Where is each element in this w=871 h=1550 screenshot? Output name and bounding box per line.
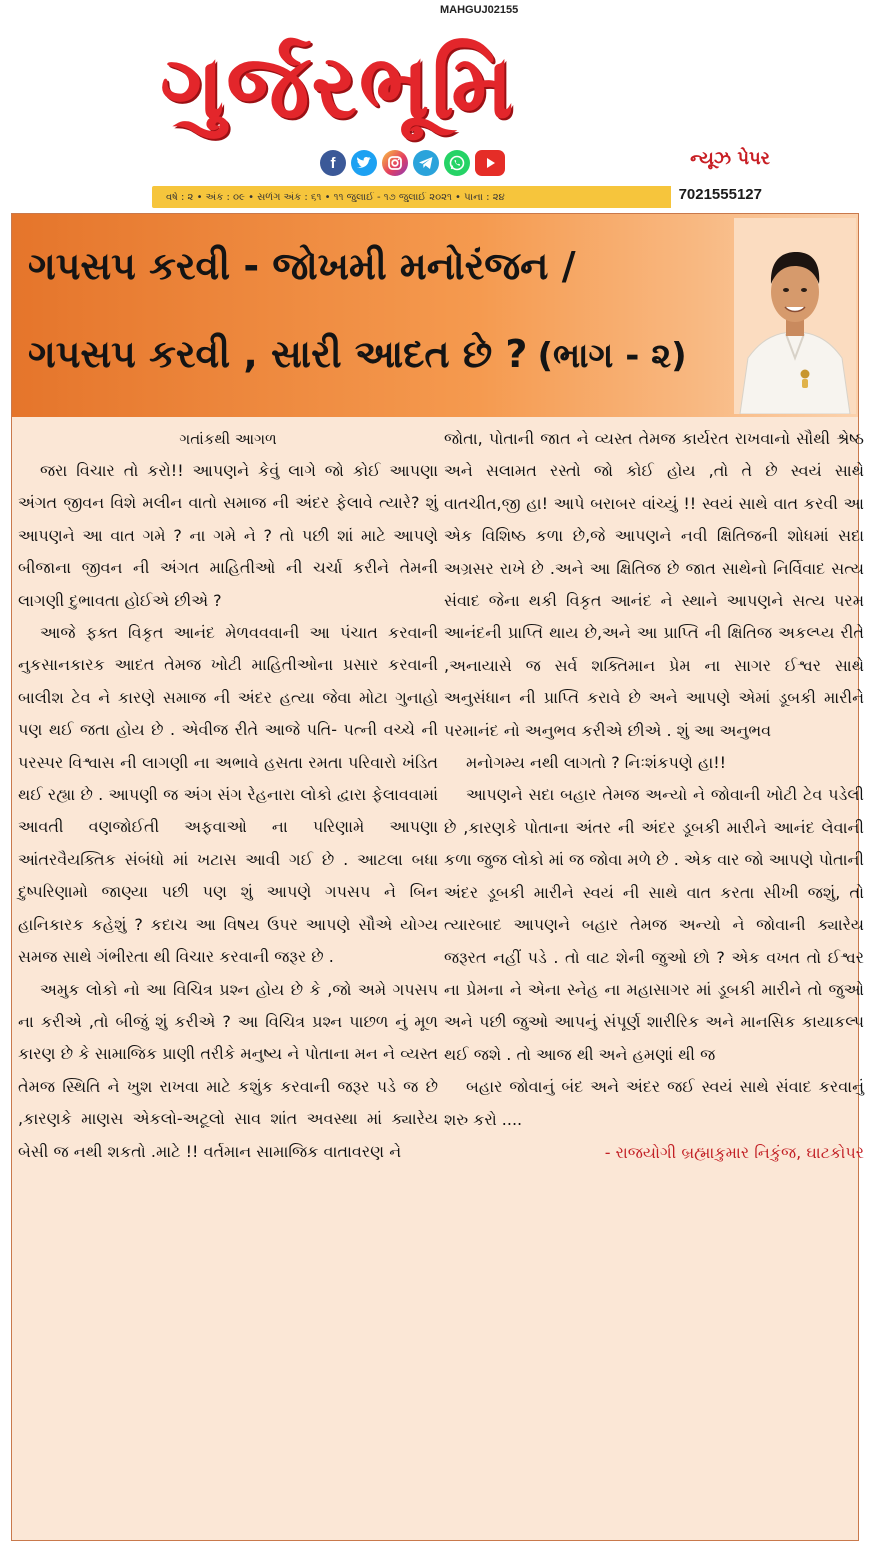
tagline: ન્યૂઝ પેપર bbox=[690, 148, 770, 169]
paragraph: આપણને સદા બહાર તેમજ અન્યો ને જોવાની ખોટી ટેવ પડેલી છે ,કારણકે પોતાના અંતર ની અંદર ડૂબકી મારીને આનંદ લેવાની કળા જુજ લોકો માં જ જોવા મળે છે . એક વાર જો આપણે પોતાની અંદર ડૂબકી મારીને સ્વયં ની સાથે વાત કરતા સીખી જશું, તો ત્યારબાદ આપણને બહાર તેમજ અન્યો ને જોવાની ક્યારેય જરૂરત નહીં પડે . તો વાટ શેની જુઓ છો ? એક વખત તો ઈશ્વર ના પ્રેમના ને એના સ્નેહ ના મહાસાગર માં ડૂબકી મારીને તો જુઓ અને પછી જુઓ આપનું સંપૂર્ણ શારીરિક અને માનસિક કાયાકલ્પ થઈ જશે . તો આજ થી અને હમણાં થી જ bbox=[444, 785, 864, 1064]
facebook-icon[interactable]: f bbox=[320, 150, 346, 176]
youtube-icon[interactable] bbox=[475, 150, 505, 176]
social-icons bbox=[320, 150, 505, 176]
continued-label: ગતાંકથી આગળ bbox=[179, 430, 277, 448]
registration-number: MAHGUJ02155 bbox=[440, 4, 519, 16]
newspaper-logo: ગુર્જરભૂમિ bbox=[160, 35, 516, 138]
paragraph: બહાર જોવાનું બંદ અને અંદર જઈ સ્વયં સાથે સંવાદ કરવાનું શરુ કરો .... bbox=[444, 1077, 864, 1129]
article bbox=[11, 213, 864, 1541]
phone-number: 7021555127 bbox=[671, 186, 770, 208]
paragraph: આજે ફક્ત વિકૃત આનંદ મેળવવવાની આ પંચાત કરવાની નુકસાનકારક આદત તેમજ ખોટી માહિતીઓના પ્રસાર કરવાની બાલીશ ટેવ ને કારણે સમાજ ની અંદર હત્યા જેવા મોટા ગુનાહો પણ થઈ જતા હોય છે . એવીજ રીતે આજે પતિ- પત્ની વચ્ચે ની પરસ્પર વિશ્વાસ ની લાગણી ના અભાવે હસતા રમતા પરિવારો ખંડિત થઈ રહ્યા છે . આપણી જ અંગ સંગ રેહનારા લોકો દ્વારા ફેલાવવામાં આવતી વણજોઈતી અફવાઓ ના પરિણામે આપણા આંતરવૈયક્તિક સંબંધો માં ખટાસ આવી ગઈ છે . આટલા બધા દુષ્પરિણામો જાણ્યા પછી પણ શું આપણે ગપસપ ને બિન હાનિકારક કહેશું ? કદાચ આ વિષય ઉપર આપણે સૌએ યોગ્ય સમજ સાથે ગંભીરતા થી વિચાર કરવાની જરૂર છે . bbox=[18, 623, 438, 967]
author-signature: - રાજયોગી બ્રહ્માકુમાર નિકુંજ, ઘાટકોપર bbox=[604, 1142, 864, 1162]
issue-info-bar bbox=[152, 186, 770, 208]
masthead bbox=[0, 0, 871, 210]
paragraph: જરા વિચાર તો કરો!! આપણને કેવું લાગે જો કોઈ આપણા અંગત જીવન વિશે મલીન વાતો સમાજ ની અંદર ફેલાવે ત્યારે? શું આપણને આ વાત ગમે ? ના ગમે ને ? તો પછી શાં માટે આપણે બીજાના જીવન ની અંગત માહિતીઓ ની ચર્ચા કરીને તેમની લાગણી દુભાવતા હોઈએ છીએ ? bbox=[18, 461, 438, 610]
whatsapp-icon[interactable] bbox=[444, 150, 470, 176]
headline-line-2-text: ગપસપ કરવી , સારી આદત છે ? bbox=[28, 332, 528, 376]
paragraph: જોતા, પોતાની જાત ને વ્યસ્ત તેમજ કાર્યરત રાખવાનો સૌથી શ્રેષ્ઠ અને સલામત રસ્તો જો કોઈ હોય ,તો તે છે સ્વયં સાથે વાતચીત,જી હા! આપે બરાબર વાંચ્યું !! સ્વયં સાથે વાત કરવી આ એક વિશિષ્ઠ કળા છે,જે આપણને નવી ક્ષિતિજની શોધમાં સદા અગ્રસર રાખે છે .અને આ ક્ષિતિજ છે જાત સાથેનો નિર્વિવાદ સત્ય સંવાદ જેના થકી વિકૃત આનંદ ને સ્થાને આપણને સત્ય પરમ આનંદની પ્રાપ્તિ થાય છે,અને આ પ્રાપ્તિ ની ક્ષિતિજ અકલ્પ્ય રીતે ,અનાયાસે જ સર્વ શક્તિમાન પ્રેમ ના સાગર ઈશ્વર સાથે અનુસંધાન ની પ્રાપ્તિ કરાવે છે અને આપણે એમાં ડૂબકી મારીને પરમાનંદ નો અનુભવ કરીએ છીએ . શું આ અનુભવ bbox=[444, 429, 864, 740]
author-photo bbox=[734, 218, 856, 414]
headline-line-1: ગપસપ કરવી - જોખમી મનોરંજન / bbox=[28, 244, 576, 288]
telegram-icon[interactable] bbox=[413, 150, 439, 176]
headline-banner bbox=[12, 214, 858, 417]
twitter-icon[interactable] bbox=[351, 150, 377, 176]
issue-details: વર્ષ : ૨ • અંક : ૦૯ • સળંગ અંક : ૬૧ • ૧૧ જુલાઈ - ૧૭ જુલાઈ ૨૦૨૧ • પાના : ૨૪ bbox=[166, 191, 505, 203]
headline-line-2 bbox=[28, 332, 748, 377]
instagram-icon[interactable] bbox=[382, 150, 408, 176]
right-column bbox=[444, 423, 864, 1168]
part-label: (ભાગ - ૨) bbox=[537, 336, 687, 376]
paragraph: અમુક લોકો નો આ વિચિત્ર પ્રશ્ન હોય છે કે ,જો અમે ગપસપ ના કરીએ ,તો બીજું શું કરીએ ? આ વિચિત્ર પ્રશ્ન પાછળ નું મૂળ કારણ છે કે સામાજિક પ્રાણી તરીકે મનુષ્ય ને પોતાના મન ને વ્યસ્ત તેમજ સ્થિતિ ને ખુશ રાખવા માટે કશુંક કરવાની જરૂર પડે જ છે ,કારણકે માણસ એકલો-અટૂલો સાવ શાંત અવસ્થા માં ક્યારેય બેસી જ નથી શકતો .માટે !! વર્તમાન સામાજિક વાતાવરણ ને bbox=[18, 979, 438, 1161]
paragraph: મનોગમ્ય નથી લાગતો ? નિઃશંકપણે હા!! bbox=[466, 753, 727, 773]
left-column bbox=[18, 423, 438, 1168]
